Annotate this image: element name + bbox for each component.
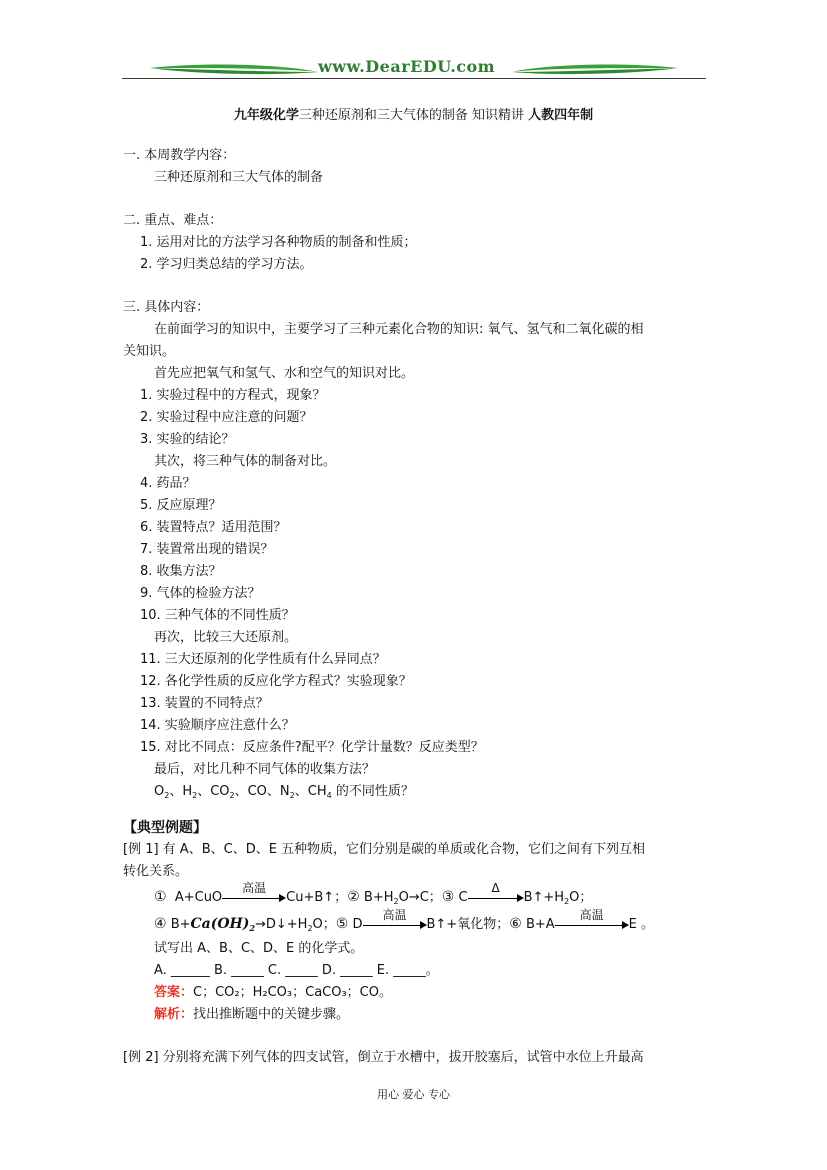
reaction-arrow: 高温	[363, 918, 427, 932]
paragraph: 再次，比较三大还原剂。	[154, 630, 298, 645]
list-item: 3. 实验的结论？	[140, 432, 235, 447]
analysis-line	[154, 1005, 349, 1025]
header-rule	[122, 78, 706, 79]
list-item: 12. 各化学性质的反应化学方程式？实验现象？	[140, 674, 412, 689]
section1-content: 三种还原剂和三大气体的制备	[154, 170, 324, 185]
site-logo[interactable]: www.DearEDU.com	[318, 57, 496, 76]
example1-text: [例 1] 有 A、B、C、D、E 五种物质，它们分别是碳的单质或化合物，它们之间有下列互相	[123, 842, 646, 857]
page-footer: 用心 爱心 专心	[377, 1088, 450, 1101]
example1-text: 转化关系。	[123, 864, 189, 879]
analysis-text: 找出推断题中的关键步骤。	[193, 1007, 350, 1022]
list-item: 15. 对比不同点：反应条件?配平？化学计量数？反应类型？	[140, 740, 484, 755]
answer-label: 答案：	[154, 985, 194, 1000]
reaction-arrow: 高温	[555, 918, 629, 932]
reaction-arrow: Δ	[468, 891, 524, 905]
answer-line	[154, 983, 392, 1003]
analysis-label: 解析：	[154, 1007, 194, 1022]
list-item: 5. 反应原理？	[140, 498, 222, 513]
list-item: 10. 三种气体的不同性质？	[140, 608, 295, 623]
example1-task: 试写出 A、B、C、D、E 的化学式。	[154, 941, 364, 956]
reaction-line-2: ④ $B+Ca(OH)_2\to D↓+H_2O$；⑤ D 高温 B↑+氧化物；⑥ B+A 高温 E 。	[154, 907, 655, 933]
paragraph: 首先应把氧气和氢气、水和空气的知识对比。	[154, 366, 415, 381]
section1-heading: 一. 本周教学内容：	[123, 148, 236, 163]
paragraph: 在前面学习的知识中，主要学习了三种元素化合物的知识: 氧气、氢气和二氧化碳的相	[154, 322, 644, 337]
answer-text: C；CO₂；H₂CO₃；CaCO₃；CO。	[193, 985, 392, 1000]
gas-list: $O_2$、$H_2$、$CO_2$、CO、$N_2$、$CH_4$ 的不同性质？	[154, 784, 414, 800]
section2-heading: 二. 重点、难点：	[123, 213, 223, 228]
list-item: 14. 实验顺序应注意什么？	[140, 718, 295, 733]
section2-item: 1. 运用对比的方法学习各种物质的制备和性质；	[140, 235, 417, 250]
example2-text: [例 2] 分别将充满下列气体的四支试管，倒立于水槽中，拔开胶塞后，试管中水位上升最高	[123, 1050, 644, 1065]
section2-item: 2. 学习归类总结的学习方法。	[140, 257, 313, 272]
reaction-line-1: ① A+CuO 高温 Cu+B↑；② $B+H_2O\to C$；③ C Δ $B↑+H_2O$；	[154, 880, 593, 906]
paragraph: 最后，对比几种不同气体的收集方法？	[154, 762, 376, 777]
example1-blanks: A. ______ B. _____ C. _____ D. _____ E. _____。	[154, 963, 439, 978]
section3-heading: 三. 具体内容：	[123, 300, 210, 315]
paragraph: 其次，将三种气体的制备对比。	[154, 454, 337, 469]
list-item: 11. 三大还原剂的化学性质有什么异同点？	[140, 652, 386, 667]
reaction-arrow: 高温	[222, 891, 286, 905]
list-item: 2. 实验过程中应注意的问题？	[140, 410, 313, 425]
list-item: 9. 气体的检验方法？	[140, 586, 261, 601]
list-item: 4. 药品？	[140, 476, 196, 491]
list-item: 13. 装置的不同特点？	[140, 696, 269, 711]
list-item: 7. 装置常出现的错误？	[140, 542, 274, 557]
list-item: 6. 装置特点？适用范围？	[140, 520, 287, 535]
list-item: 1. 实验过程中的方程式，现象？	[140, 388, 326, 403]
list-item: 8. 收集方法？	[140, 564, 222, 579]
page-title: 九年级化学三种还原剂和三大气体的制备 知识精讲 人教四年制	[233, 108, 594, 123]
paragraph: 关知识。	[123, 344, 176, 359]
examples-heading: 【典型例题】	[123, 820, 207, 836]
